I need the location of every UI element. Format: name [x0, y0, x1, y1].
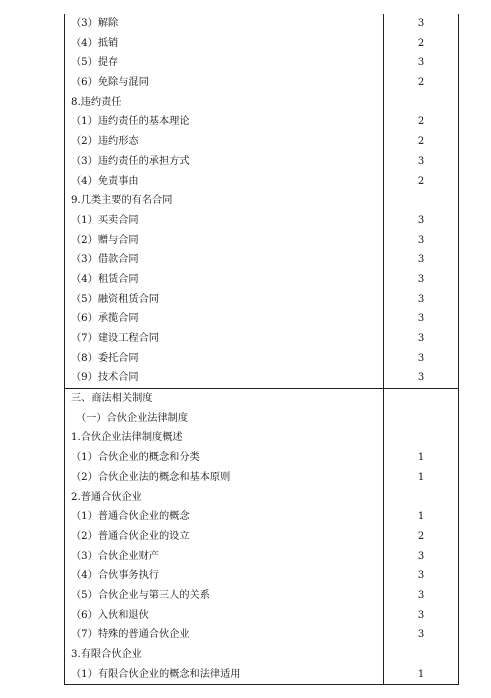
row-level: 3 — [417, 333, 425, 344]
row-topic: （2）违约形态 — [71, 136, 139, 148]
row-level: 3 — [417, 313, 425, 325]
row-topic: （6）承揽合同 — [71, 313, 139, 325]
row-topic: （8）委托合同 — [71, 352, 139, 364]
row-level: 3 — [417, 254, 425, 266]
row-topic: （4）免责事由 — [71, 175, 139, 187]
table-row — [65, 250, 458, 270]
table-row — [65, 368, 458, 388]
row-level: 1 — [417, 511, 425, 523]
table-row — [65, 606, 458, 626]
row-level: 3 — [417, 155, 425, 167]
row-level: 2 — [417, 530, 425, 542]
table-row — [65, 93, 458, 113]
table-row — [65, 73, 458, 93]
row-topic: （3）解除 — [71, 18, 119, 29]
table-row — [65, 625, 458, 645]
row-topic: 三、商法相关制度 — [71, 393, 153, 405]
row-topic: （3）借款合同 — [71, 254, 139, 266]
row-level: 3 — [417, 234, 425, 246]
row-level: 3 — [417, 550, 425, 562]
table-row — [65, 53, 458, 73]
row-level: 3 — [417, 372, 425, 384]
table-row — [65, 468, 458, 488]
row-topic: （1）有限合伙企业的概念和法律适用 — [71, 668, 241, 680]
table-row — [65, 231, 458, 251]
table-row — [65, 389, 458, 409]
row-level: 3 — [417, 629, 425, 641]
row-level: 1 — [417, 471, 425, 483]
table-section-contract-law — [65, 14, 458, 388]
row-topic: （2）赠与合同 — [71, 234, 139, 246]
table-row — [65, 349, 458, 369]
table-row — [65, 409, 458, 429]
table-row — [65, 309, 458, 329]
row-topic: （5）合伙企业与第三人的关系 — [71, 589, 210, 601]
table-row — [65, 547, 458, 567]
row-level: 1 — [417, 668, 425, 680]
row-level: 3 — [417, 18, 425, 29]
row-topic: 8.违约责任 — [71, 96, 122, 108]
row-level: 3 — [417, 214, 425, 226]
row-topic: （5）融资租赁合同 — [71, 293, 159, 305]
table-row — [65, 428, 458, 448]
row-topic: （5）提存 — [71, 57, 119, 69]
table-row — [65, 665, 458, 685]
row-level: 2 — [417, 175, 425, 187]
row-topic: （3）合伙企业财产 — [71, 550, 159, 562]
row-topic: （7）建设工程合同 — [71, 333, 159, 344]
row-level: 1 — [417, 452, 425, 464]
table-row — [65, 172, 458, 192]
row-topic: （1）买卖合同 — [71, 214, 139, 226]
row-level: 3 — [417, 589, 425, 601]
table-row — [65, 152, 458, 172]
row-level: 3 — [417, 57, 425, 69]
row-topic: 3.有限合伙企业 — [71, 649, 142, 660]
row-level: 2 — [417, 136, 425, 148]
table-row — [65, 488, 458, 508]
syllabus-table — [64, 14, 459, 685]
row-topic: 1.合伙企业法律制度概述 — [71, 432, 183, 444]
row-topic: （6）免除与混同 — [71, 77, 149, 89]
table-row — [65, 448, 458, 468]
row-topic: （2）合伙企业法的概念和基本原则 — [71, 471, 231, 483]
row-level: 3 — [417, 293, 425, 305]
row-level: 3 — [417, 352, 425, 364]
row-level: 2 — [417, 77, 425, 89]
table-row — [65, 34, 458, 54]
table-row — [65, 329, 458, 349]
row-level: 2 — [417, 37, 425, 49]
row-topic: （3）违约责任的承担方式 — [71, 155, 190, 167]
row-topic: （一）合伙企业法律制度 — [76, 412, 189, 424]
table-section-commercial-law — [65, 388, 458, 685]
row-topic: 9.几类主要的有名合同 — [71, 195, 173, 207]
table-row — [65, 14, 458, 34]
table-row — [65, 112, 458, 132]
row-topic: （4）合伙事务执行 — [71, 570, 159, 582]
row-topic: （4）租赁合同 — [71, 273, 139, 285]
row-topic: （1）合伙企业的概念和分类 — [71, 452, 200, 464]
table-row — [65, 132, 458, 152]
row-level: 3 — [417, 609, 425, 621]
table-row — [65, 566, 458, 586]
table-row — [65, 211, 458, 231]
row-topic: （1）普通合伙企业的概念 — [71, 511, 190, 523]
table-row — [65, 270, 458, 290]
row-topic: （6）入伙和退伙 — [71, 609, 149, 621]
table-row — [65, 527, 458, 547]
table-row — [65, 290, 458, 310]
row-topic: （1）违约责任的基本理论 — [71, 116, 190, 128]
row-topic: （9）技术合同 — [71, 372, 139, 384]
table-row — [65, 191, 458, 211]
table-row — [65, 586, 458, 606]
row-topic: （2）普通合伙企业的设立 — [71, 530, 190, 542]
row-topic: （4）抵销 — [71, 37, 119, 49]
row-level: 2 — [417, 116, 425, 128]
row-topic: 2.普通合伙企业 — [71, 491, 142, 503]
table-row — [65, 645, 458, 665]
table-row — [65, 507, 458, 527]
row-level: 3 — [417, 570, 425, 582]
row-level: 3 — [417, 273, 425, 285]
row-topic: （7）特殊的普通合伙企业 — [71, 629, 190, 641]
